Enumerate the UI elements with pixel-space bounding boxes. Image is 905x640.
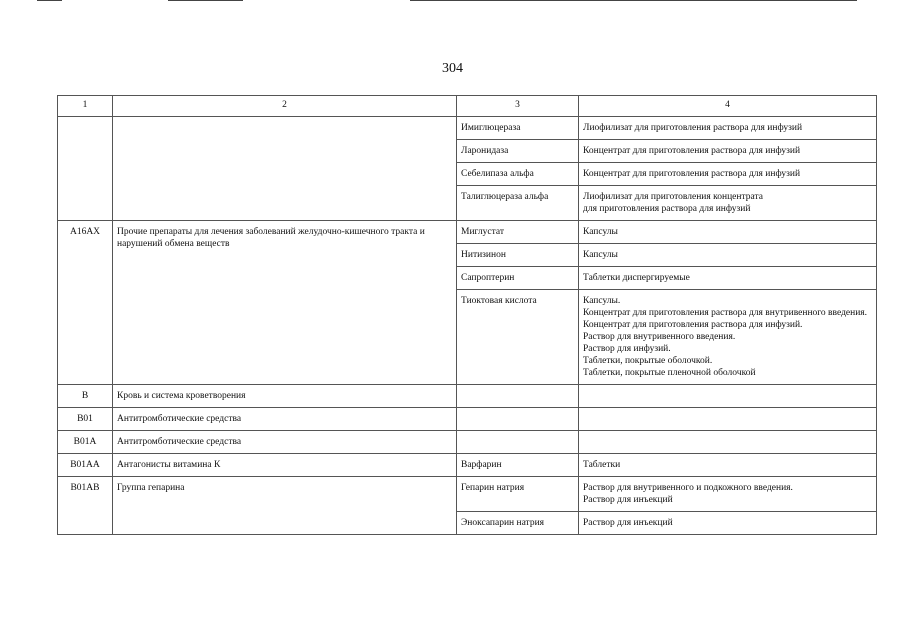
dosage-form-cell <box>579 408 877 431</box>
scan-edge-line <box>168 0 243 1</box>
column-header: 1 <box>58 96 113 117</box>
table-row <box>58 221 877 244</box>
table-row <box>58 431 877 454</box>
group-name-cell: Прочие препараты для лечения заболеваний желудочно-кишечного тракта и нарушений обмена веществ <box>113 221 457 385</box>
drug-table <box>57 95 877 535</box>
code-cell <box>58 117 113 221</box>
dosage-form-cell: Таблетки диспергируемые <box>579 267 877 290</box>
dosage-form-cell: Концентрат для приготовления раствора для инфузий <box>579 140 877 163</box>
code-cell: B01AA <box>58 454 113 477</box>
column-header: 4 <box>579 96 877 117</box>
substance-cell: Талиглюцераза альфа <box>457 186 579 221</box>
table-row <box>58 408 877 431</box>
group-name-cell: Кровь и система кроветворения <box>113 385 457 408</box>
table-row <box>58 454 877 477</box>
dosage-form-cell: Лиофилизат для приготовления раствора для инфузий <box>579 117 877 140</box>
dosage-form-cell: Концентрат для приготовления раствора для инфузий <box>579 163 877 186</box>
dosage-form-cell <box>579 431 877 454</box>
table-row <box>58 385 877 408</box>
code-cell: B01A <box>58 431 113 454</box>
header-row <box>58 96 877 117</box>
substance-cell: Имиглюцераза <box>457 117 579 140</box>
substance-cell <box>457 385 579 408</box>
substance-cell: Себелипаза альфа <box>457 163 579 186</box>
substance-cell: Ларонидаза <box>457 140 579 163</box>
scan-edge-line <box>410 0 857 1</box>
substance-cell <box>457 431 579 454</box>
substance-cell: Нитизинон <box>457 244 579 267</box>
substance-cell: Эноксапарин натрия <box>457 512 579 535</box>
dosage-form-cell: Раствор для инъекций <box>579 512 877 535</box>
table-row <box>58 117 877 140</box>
dosage-form-cell: Таблетки <box>579 454 877 477</box>
group-name-cell: Антитромботические средства <box>113 431 457 454</box>
page-number: 304 <box>442 61 463 76</box>
dosage-form-cell <box>579 385 877 408</box>
code-cell: A16AX <box>58 221 113 385</box>
code-cell: B01AB <box>58 477 113 535</box>
substance-cell: Сапроптерин <box>457 267 579 290</box>
dosage-form-cell: Капсулы <box>579 221 877 244</box>
dosage-form-cell: Лиофилизат для приготовления концентрата для приготовления раствора для инфузий <box>579 186 877 221</box>
group-name-cell: Антитромботические средства <box>113 408 457 431</box>
dosage-form-cell: Капсулы <box>579 244 877 267</box>
substance-cell: Гепарин натрия <box>457 477 579 512</box>
group-name-cell <box>113 117 457 221</box>
dosage-form-cell: Раствор для внутривенного и подкожного введения. Раствор для инъекций <box>579 477 877 512</box>
scan-edge-line <box>37 0 62 1</box>
column-header: 2 <box>113 96 457 117</box>
substance-cell: Тиоктовая кислота <box>457 290 579 385</box>
group-name-cell: Антагонисты витамина К <box>113 454 457 477</box>
code-cell: B01 <box>58 408 113 431</box>
code-cell: B <box>58 385 113 408</box>
column-header: 3 <box>457 96 579 117</box>
dosage-form-cell: Капсулы. Концентрат для приготовления раствора для внутривенного введения. Концентрат для приготовления раствора для инфузий. Раствор для внутривенного введения. Раствор для инфузий. Таблетки, покрытые оболочкой. Таблетки, покрытые пленочной оболочкой <box>579 290 877 385</box>
table-row <box>58 477 877 512</box>
substance-cell <box>457 408 579 431</box>
substance-cell: Варфарин <box>457 454 579 477</box>
substance-cell: Миглустат <box>457 221 579 244</box>
group-name-cell: Группа гепарина <box>113 477 457 535</box>
